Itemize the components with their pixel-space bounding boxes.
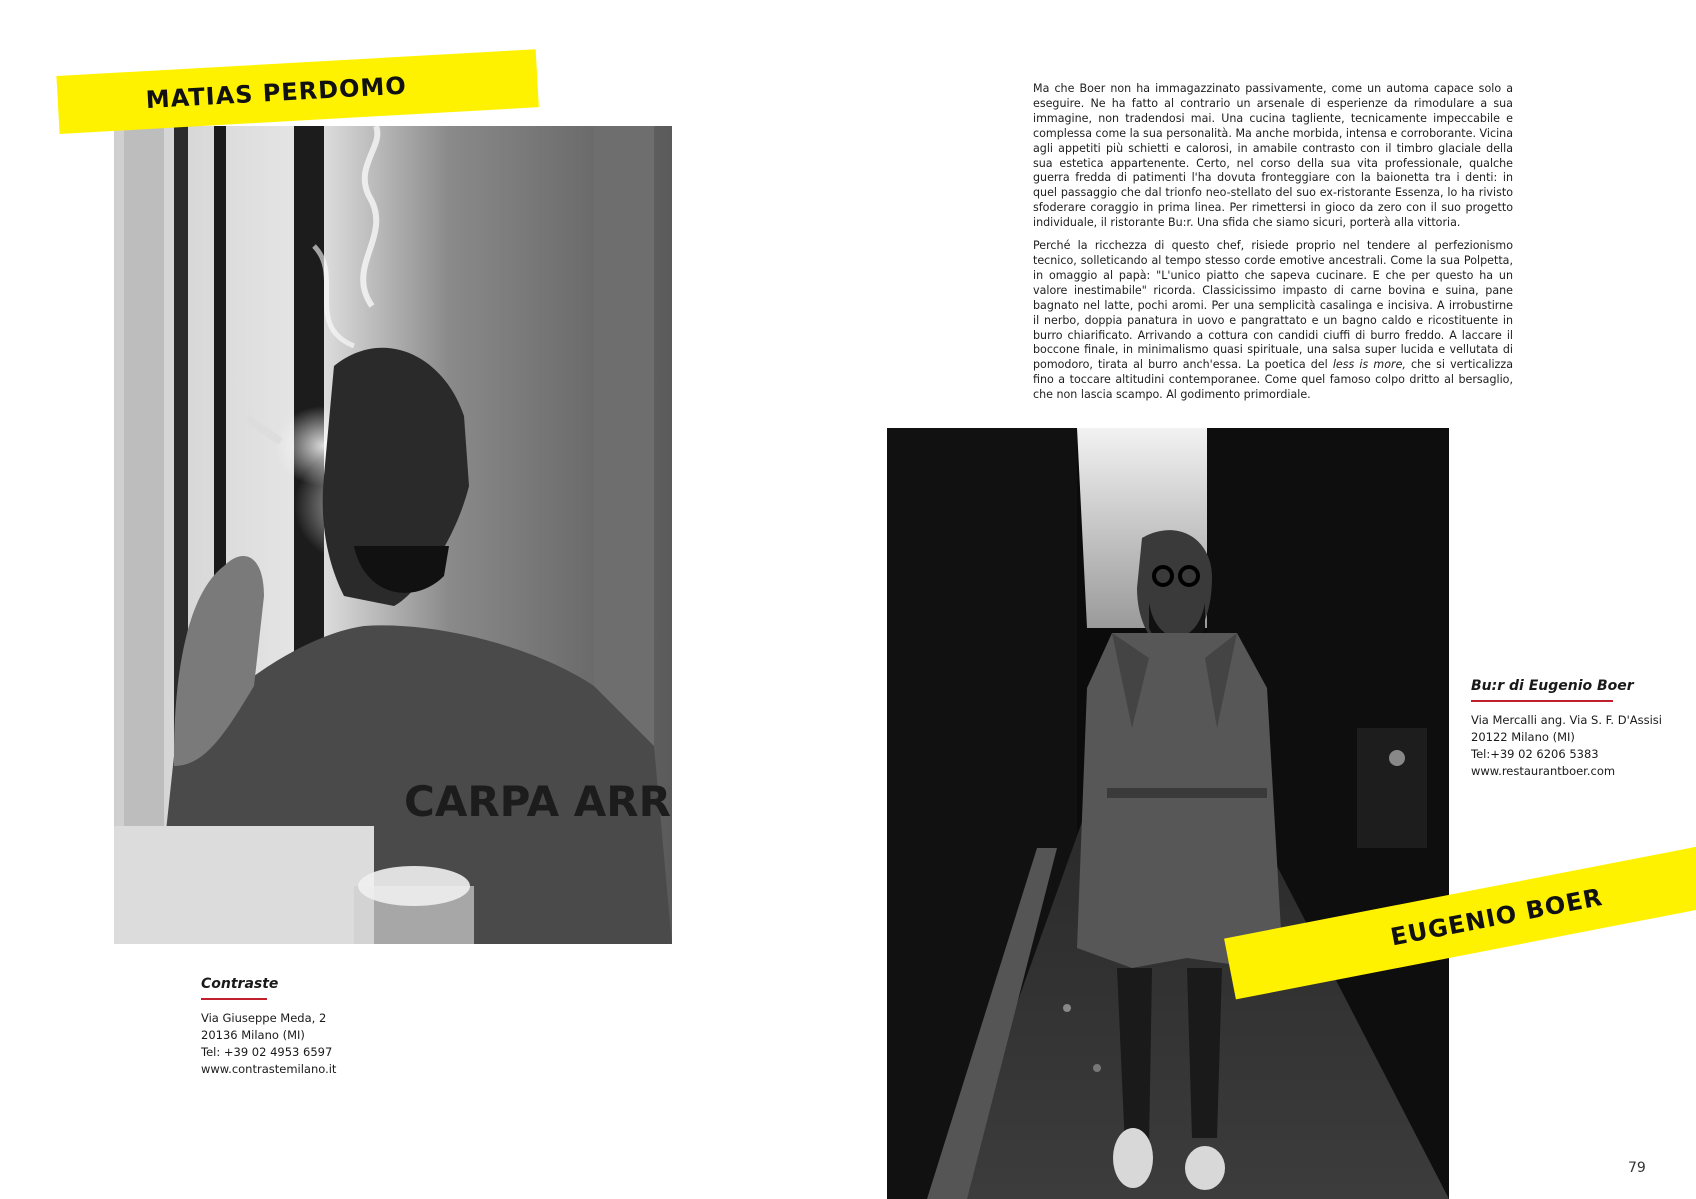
article-paragraph-2-part-a: Perché la ricchezza di questo chef, risiede proprio nel tendere al perfezionismo tecnico, solleticando al tempo stesso corde emotive ancestrali. Come la sua Polpetta, in omaggio al papà: "L'unico piatto che sapeva cucinare. E che per questo ha un valore inestimabile" ricorda. Classicissimo impasto di carne bovina e suina, pane bagnato nel latte, pochi aromi. Per una semplicità casalinga e incisiva. A irrobustirne il nerbo, doppia panatura in uovo e pangrattato e un bagno caldo e ricostituente in burro chiarificato. Arrivando a cottura con candidi ciuffi di burro freddo. A laccare il boccone finale, in minimalismo quasi spirituale, una salsa super lucida e vellutata di pomodoro, tirata al burro anch'essa. La poetica del (1033, 239, 1513, 372)
phone: Tel:+39 02 6206 5383 (1471, 747, 1599, 761)
restaurant-info-bur (1471, 678, 1662, 780)
address-line-1: Via Mercalli ang. Via S. F. D'Assisi (1471, 713, 1662, 727)
address-line-1: Via Giuseppe Meda, 2 (201, 1011, 327, 1025)
address-line-2: 20122 Milano (MI) (1471, 730, 1575, 744)
chef-name-eugenio: EUGENIO BOER (1388, 882, 1606, 952)
shirt-print: CARPA ARR (404, 777, 671, 826)
article-paragraph-1: Ma che Boer non ha immagazzinato passivamente, come un automa capace solo a eseguire. Ne ha fatto al contrario un arsenale di esperienze da rimodulare a sua immagine, non tradendosi mai. Una cucina tagliente, tecnicamente impeccabile e complessa come la sua personalità. Ma anche morbida, intensa e corroborante. Vicina agli appetiti più schietti e calorosi, in amabile contrasto con il timbro glaciale della sua estetica appartenente. Certo, nel corso della sua vita professionale, qualche guerra fredda di patimenti l'ha dovuta fronteggiare con la baionetta tra i denti: in quel passaggio che dal trionfo neo-stellato del suo ex-ristorante Essenza, lo ha rivisto sfoderare coraggio in prima linea. Per rimettersi in gioco da zero con il suo progetto individuale, il ristorante Bu:r. Una sfida che siamo sicuri, porterà alla vittoria. (1033, 82, 1513, 230)
address-line-2: 20136 Milano (MI) (201, 1028, 305, 1042)
red-rule (1471, 700, 1613, 702)
restaurant-name-contraste: Contraste (201, 976, 279, 992)
eugenio-boer-photo (887, 428, 1449, 1199)
article-body (1033, 82, 1513, 411)
page-number: 79 (1628, 1160, 1646, 1176)
article-paragraph-2-part-b: che si verticalizza fino a toccare altitudini contemporanee. Come quel famoso colpo dritto al bersaglio, che non lascia scampo. Al godimento primordiale. (1033, 358, 1513, 402)
restaurant-info-contraste (201, 976, 336, 1078)
website-link[interactable]: www.restaurantboer.com (1471, 764, 1616, 778)
red-rule (201, 998, 267, 1000)
article-paragraph-2-italic: less is more, (1332, 358, 1406, 372)
chef-name-tag-matias (56, 49, 538, 134)
chef-name-matias: MATIAS PERDOMO (145, 71, 408, 115)
website-link[interactable]: www.contrastemilano.it (201, 1062, 337, 1076)
matias-perdomo-photo (114, 126, 672, 944)
article-paragraph-2 (1033, 239, 1513, 403)
restaurant-name-bur: Bu:r di Eugenio Boer (1471, 678, 1634, 694)
phone: Tel: +39 02 4953 6597 (201, 1045, 333, 1059)
